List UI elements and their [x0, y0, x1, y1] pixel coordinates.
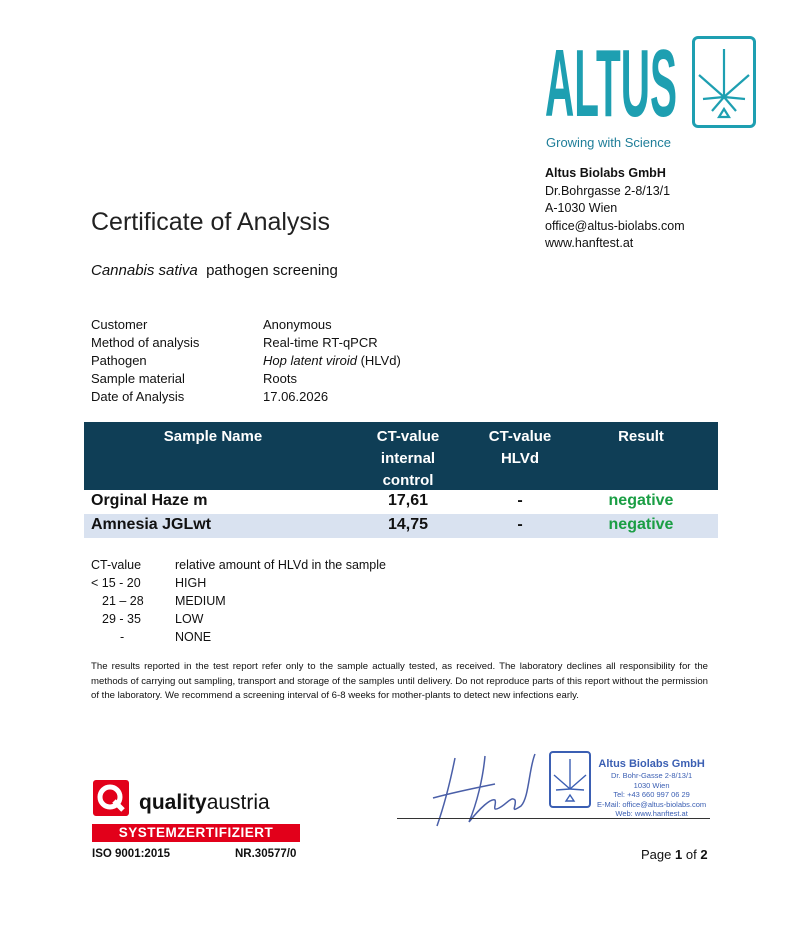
ct-hlvd: - — [517, 492, 523, 509]
stamp-web: Web: www.hanftest.at — [615, 809, 688, 818]
method-label: Method of analysis — [91, 335, 200, 350]
page-subtitle — [91, 262, 338, 279]
legend-range: 21 – 28 — [102, 594, 144, 608]
company-address — [545, 165, 685, 253]
legend-range: < 15 - 20 — [91, 576, 141, 590]
table-row — [84, 514, 718, 538]
svg-text:ALTUS: ALTUS — [545, 34, 677, 124]
legend-header-ct: CT-value — [91, 558, 142, 572]
page-current: 1 — [675, 847, 683, 862]
legend-level: NONE — [175, 630, 212, 644]
material-value: Roots — [263, 371, 297, 386]
header-ct-internal: CT-value internal control — [376, 428, 440, 489]
ct-legend — [91, 556, 386, 646]
qa-austria: austria — [206, 791, 270, 814]
company-stamp — [597, 757, 706, 819]
page-number — [641, 847, 708, 862]
stamp-city: 1030 Wien — [633, 780, 670, 790]
certification-banner: SYSTEMZERTIFIZIERT — [92, 824, 300, 842]
results-table — [84, 422, 718, 538]
cannabis-leaf-icon — [692, 36, 756, 128]
pathogen-label: Pathogen — [91, 353, 147, 368]
pathogen-value — [263, 352, 401, 370]
legend-level: HIGH — [175, 576, 207, 590]
page-prefix: Page — [641, 847, 672, 862]
legend-range: 29 - 35 — [102, 612, 141, 626]
qa-quality: quality — [139, 791, 207, 814]
logo-tagline: Growing with Science — [546, 135, 671, 150]
method-value: Real-time RT-qPCR — [263, 335, 378, 350]
header-ct-hlvd: CT-value HLVd — [488, 428, 552, 467]
stamp-company: Altus Biolabs GmbH — [598, 758, 705, 770]
legend-header-desc: relative amount of HLVd in the sample — [175, 558, 386, 572]
legend-level: MEDIUM — [175, 594, 226, 608]
certificate-number: NR.30577/0 — [235, 848, 297, 860]
page-of: of — [685, 847, 697, 862]
legend-range: - — [120, 630, 125, 644]
stamp-leaf-icon — [549, 751, 591, 808]
sample-name: Amnesia JGLwt — [91, 516, 212, 533]
result: negative — [608, 516, 674, 533]
customer-label: Customer — [91, 317, 148, 332]
date-value: 17.06.2026 — [263, 389, 329, 404]
quality-austria-wordmark — [139, 791, 270, 815]
subtitle-rest: pathogen screening — [206, 262, 338, 279]
page-title: Certificate of Analysis — [91, 208, 330, 236]
analysis-info — [91, 316, 401, 406]
header-sample-name: Sample Name — [163, 428, 263, 445]
result: negative — [608, 492, 674, 509]
date-label: Date of Analysis — [91, 389, 185, 404]
customer-value: Anonymous — [263, 317, 332, 332]
address-email: office@altus-biolabs.com — [545, 218, 685, 233]
ct-hlvd: - — [517, 516, 523, 533]
pathogen-name: Hop latent viroid — [263, 353, 357, 368]
species-name: Cannabis sativa — [91, 262, 198, 279]
table-header — [84, 422, 718, 490]
disclaimer: The results reported in the test report refer only to the sample actually tested, as received. The laboratory declines all responsibility for the methods of carrying out sampling, transport and storage of the samples until delivery. Do not reproduce parts of this report without the permission of the laboratory. We recommend a screening interval of 6-8 weeks for mother-plants to detect new infections early. — [91, 661, 708, 701]
table-row — [84, 490, 718, 514]
iso-standard: ISO 9001:2015 — [92, 848, 171, 860]
sample-name: Orginal Haze m — [91, 492, 208, 509]
legend-level: LOW — [175, 612, 204, 626]
company-name: Altus Biolabs GmbH — [545, 166, 666, 180]
address-web: www.hanftest.at — [545, 236, 634, 250]
address-city: A-1030 Wien — [545, 201, 618, 215]
ct-internal: 17,61 — [387, 492, 429, 509]
stamp-email: E-Mail: office@altus-biolabs.com — [597, 799, 707, 809]
header-result: Result — [618, 428, 664, 445]
ct-internal: 14,75 — [387, 516, 429, 533]
stamp-street: Dr. Bohr-Gasse 2-8/13/1 — [610, 771, 693, 780]
pathogen-abbr: (HLVd) — [360, 353, 401, 368]
altus-logo — [545, 34, 677, 124]
page-total: 2 — [700, 847, 708, 862]
quality-austria-q-icon — [93, 780, 129, 816]
stamp-tel: Tel: +43 660 997 06 29 — [613, 790, 690, 799]
material-label: Sample material — [91, 371, 185, 386]
address-street: Dr.Bohrgasse 2-8/13/1 — [545, 183, 671, 198]
